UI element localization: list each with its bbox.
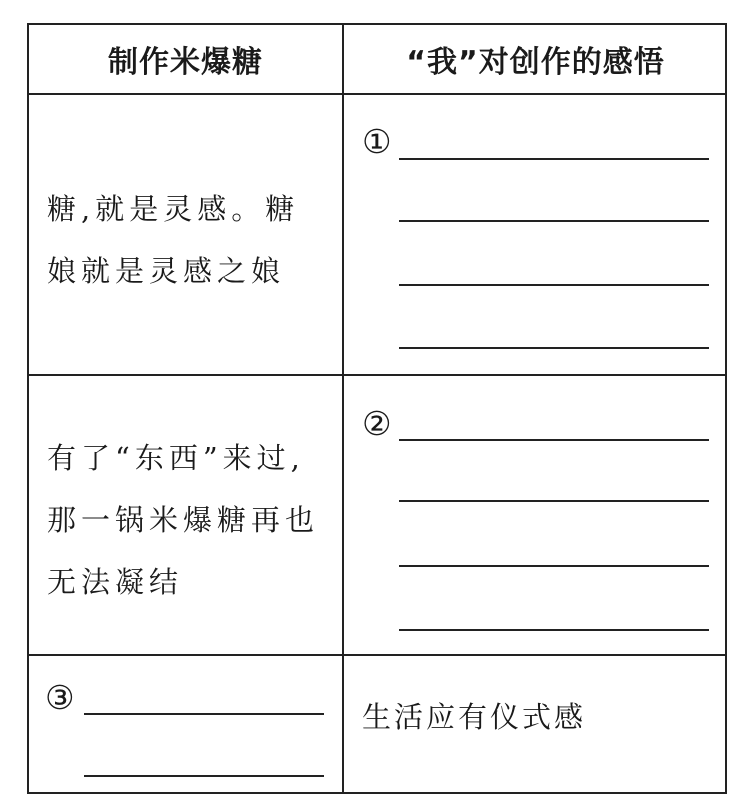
answer-blank-line[interactable] (399, 629, 709, 631)
answer-blank-line[interactable] (399, 284, 709, 286)
answer-blank-line[interactable] (399, 565, 709, 567)
blank-marker-1: ① (362, 122, 392, 161)
comparison-table (27, 23, 727, 794)
column-divider (342, 25, 344, 792)
row-divider (29, 93, 725, 95)
text-line: 那一锅米爆糖再也 (47, 503, 320, 537)
answer-blank-line[interactable] (399, 347, 709, 349)
answer-blank-line[interactable] (399, 220, 709, 222)
answer-blank-line[interactable] (399, 500, 709, 502)
row1-left-text (47, 178, 332, 302)
text-line: 糖,就是灵感。糖 (47, 192, 300, 226)
blank-marker-3: ③ (45, 678, 75, 717)
text-line: 娘就是灵感之娘 (47, 254, 286, 288)
row-divider (29, 374, 725, 376)
answer-blank-line[interactable] (399, 158, 709, 160)
row-divider (29, 654, 725, 656)
header-making-candy: 制作米爆糖 (108, 45, 263, 80)
row2-left-text (47, 427, 332, 613)
answer-blank-line[interactable] (84, 775, 324, 777)
text-line: 无法凝结 (47, 565, 184, 599)
text-line: 有了“东西”来过, (47, 441, 305, 475)
answer-blank-line[interactable] (84, 713, 324, 715)
answer-blank-line[interactable] (399, 439, 709, 441)
blank-marker-2: ② (362, 404, 392, 443)
row3-right-text: 生活应有仪式感 (362, 700, 587, 734)
header-creation-insight: “我”对创作的感悟 (406, 45, 665, 80)
